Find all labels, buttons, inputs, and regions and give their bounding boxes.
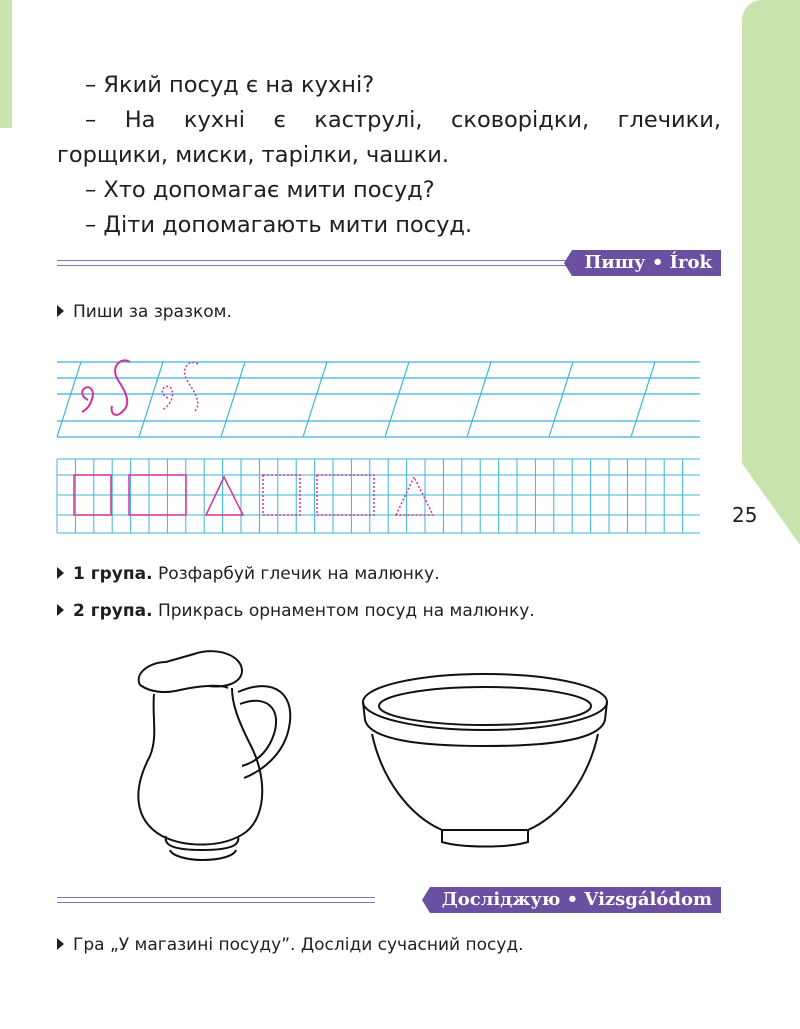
section-explore <box>57 887 721 913</box>
sample-triangle <box>206 477 243 515</box>
bullet-triangle-icon <box>57 604 64 616</box>
task-group-1 <box>57 564 440 584</box>
dialog-line-2a: – На кухні є каструлі, сковорідки, глечики, <box>85 107 721 133</box>
page-number: 25 <box>732 503 758 527</box>
trace-letter <box>185 362 198 412</box>
sample-letter <box>82 387 93 412</box>
bullet-triangle-icon <box>57 567 64 579</box>
group-2-text: Прикрась орнаментом посуд на малюнку. <box>157 601 535 621</box>
dialog-line-3: – Хто допомагає мити посуд? <box>85 177 435 203</box>
square-grid <box>57 459 700 533</box>
trace-letter <box>162 386 173 410</box>
dialog-line-4: – Діти допомагають мити посуд. <box>85 212 473 238</box>
slanted-lines <box>57 362 700 437</box>
group-1-text: Розфарбуй глечик на малюнку. <box>157 564 440 584</box>
slant-line <box>549 362 573 437</box>
slant-line <box>467 362 491 437</box>
sample-letter <box>112 360 130 414</box>
slant-line <box>385 362 409 437</box>
task-copy-text: Пиши за зразком. <box>73 302 232 322</box>
writing-sample <box>82 360 198 414</box>
section-rule <box>57 897 375 903</box>
group-1-label: 1 група. <box>73 564 153 584</box>
bullet-triangle-icon <box>57 938 64 950</box>
slant-line <box>221 362 245 437</box>
task-group-2 <box>57 601 535 621</box>
group-2-label: 2 група. <box>73 601 153 621</box>
slant-line <box>631 362 655 437</box>
pitcher-icon[interactable] <box>128 640 328 870</box>
dialog-line-1: – Який посуд є на кухні? <box>85 72 375 98</box>
task-game <box>57 935 524 955</box>
trace-triangle <box>396 477 433 515</box>
section-write-title: Пишу • Írok <box>572 250 721 276</box>
bowl-icon[interactable] <box>350 660 620 870</box>
dialog-line-2b: горщики, миски, тарілки, чашки. <box>57 142 450 168</box>
task-game-text: Гра „У магазині посуду”. Досліди сучасний посуд. <box>73 935 524 955</box>
slant-line <box>303 362 327 437</box>
slant-line <box>139 362 163 437</box>
slant-line <box>57 362 81 437</box>
section-explore-title: Досліджую • Vizsgálódom <box>430 887 721 913</box>
